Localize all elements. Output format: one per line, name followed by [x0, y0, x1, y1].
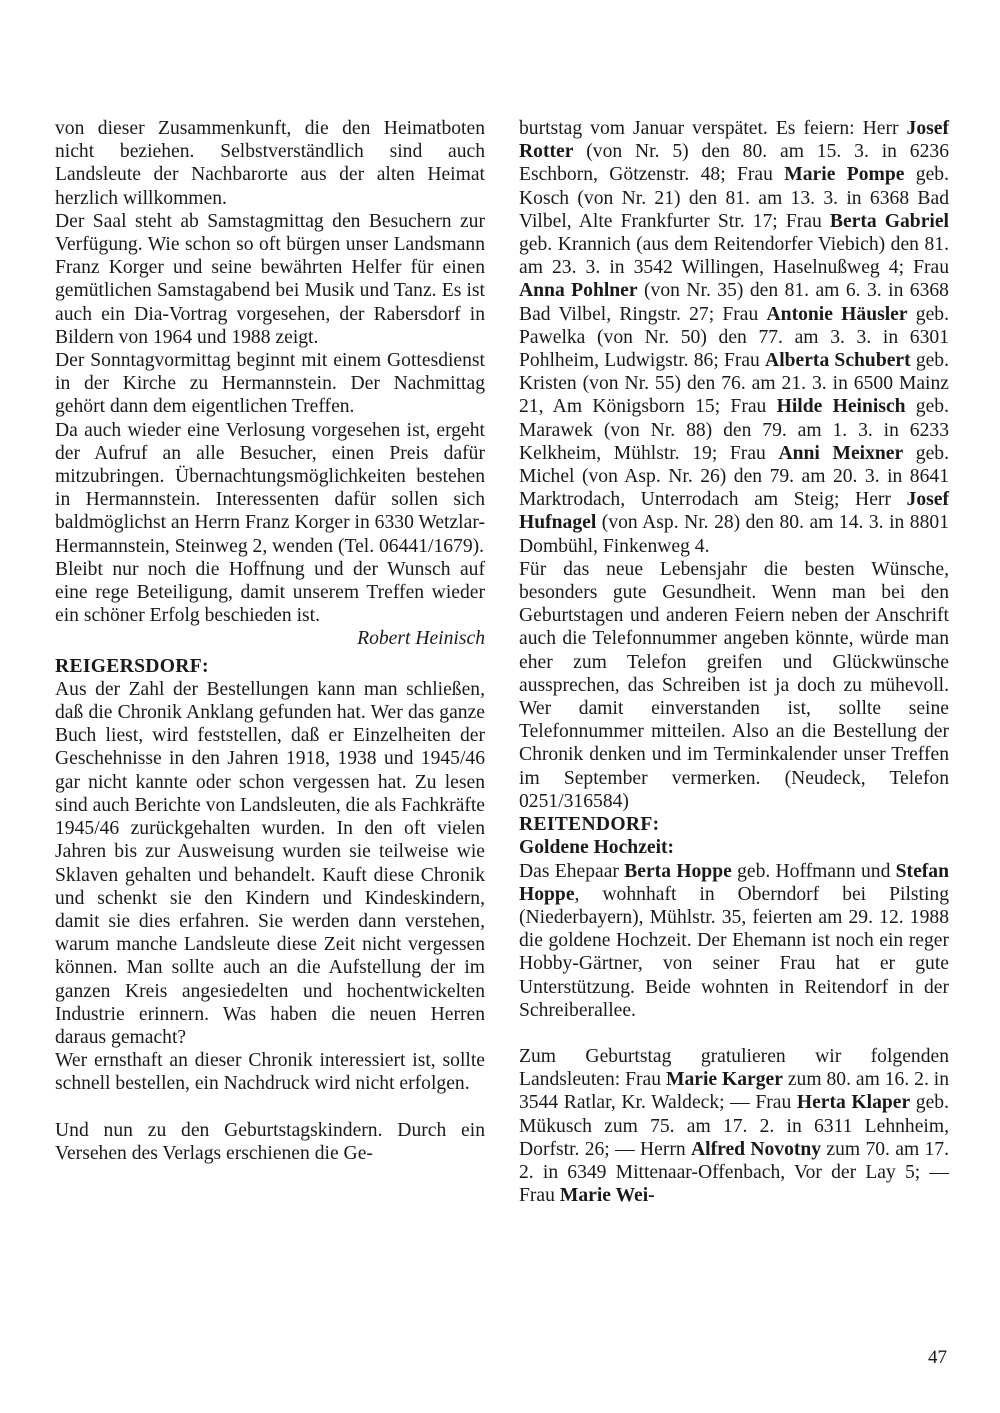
- paragraph-chronicle: Aus der Zahl der Bestellungen kann man schließen, daß die Chronik Anklang gefunden hat. Wer das ganze Buch liest, wird feststellen, daß er Einzelheiten der Geschehnisse in den Jahren 1918, 1938 und 1945/46 gar nicht kannte oder schon vergessen hat. Zu lesen sind auch Berichte von Landsleuten, die als Fachkräfte 1945/46 zurückgehalten wurden. In den oft vielen Jahren bis zur Ausweisung wurden sie teilweise wie Sklaven gehalten und behandelt. Kauft diese Chronik und schenkt sie den Kindern und Kindeskindern, damit sie dies erfahren. Sie werden dann verstehen, warum manche Landsleute diese Zeit nicht vergessen können. Man sollte auch an die Aufstellung der im ganzen Kreis angesiedelten und hochentwickelten Industrie erinnern. Was haben die neuen Herren daraus gemacht?: [55, 678, 485, 1048]
- text-run: geb. Kristen (von Nr. 55) den 76. am 21. 3. in 6500 Mainz 21, Am Königsborn 15; Frau: [519, 350, 950, 418]
- paragraph-hope: Bleibt nur noch die Hoffnung und der Wunsch auf eine rege Beteiligung, damit unserem Treffen wieder ein schöner Erfolg beschieden ist.: [55, 558, 485, 627]
- section-heading-reigersdorf: REIGERSDORF:: [55, 655, 209, 677]
- person-name: Alberta Schubert: [765, 350, 911, 372]
- person-name: Marie Karger: [665, 1069, 783, 1091]
- text-run: zum 70. am 17. 2. in 6349 Mittenaar-Offenbach, Vor der Lay 5; — Frau: [519, 1138, 950, 1207]
- page-number: 47: [928, 1347, 947, 1368]
- paragraph-golden-wedding: [519, 860, 949, 1022]
- text-run: geb. Hoffmann und: [731, 860, 896, 882]
- paragraph-hall: Der Saal steht ab Samstagmittag den Besuchern zur Verfügung. Wie schon so oft bürgen unser Landsmann Franz Korger und seine bewährten Helfer für einen gemütlichen Samstagabend bei Musik und Tanz. Es ist auch ein Dia-Vortrag vorgesehen, der Rabersdorf in Bildern von 1964 und 1988 zeigt.: [55, 210, 485, 348]
- person-name: Antonie Häusler: [766, 303, 908, 325]
- person-name: Berta Gabriel: [829, 210, 949, 232]
- paragraph-order: Wer ernsthaft an dieser Chronik interessiert ist, sollte schnell bestellen, ein Nachdruck wird nicht erfolgen.: [55, 1050, 485, 1095]
- text-run: geb. Marawek (von Nr. 88) den 79. am 1. 3. in 6233 Kelkheim, Mühlstr. 19; Frau: [519, 396, 950, 464]
- text-run: (von Nr. 5) den 80. am 15. 3. in 6236 Eschborn, Götzenstr. 48; Frau: [519, 141, 949, 186]
- paragraph-birthdays-intro: Und nun zu den Geburtstagskindern. Durch ein Versehen des Verlags erschienen die Ge-: [55, 1119, 485, 1164]
- paragraph-birthday-list-2: [519, 1045, 949, 1207]
- person-name: Herta Klaper: [796, 1092, 911, 1114]
- text-run: Zum Geburtstag gratulieren wir folgenden Landsleuten: Frau: [519, 1045, 949, 1091]
- paragraph-meeting-intro: von dieser Zusammenkunft, die den Heimatboten nicht beziehen. Selbstverständlich sind auch Landsleute der Nachbarorte aus der alten Heimat herzlich willkommen.: [55, 118, 485, 209]
- text-run: Das Ehepaar: [519, 860, 625, 882]
- text-run: zum 80. am 16. 2. in 3544 Ratlar, Kr. Waldeck; — Frau: [519, 1069, 949, 1114]
- person-name: Anni Meixner: [778, 442, 904, 464]
- text-run: burtstag vom Januar verspätet. Es feiern: Herr: [519, 118, 907, 139]
- person-name: Marie Pompe: [784, 164, 905, 186]
- paragraph-wishes: Für das neue Lebensjahr die besten Wünsche, besonders gute Gesundheit. Wenn man bei den Geburtstagen und anderen Feiern neben der Anschrift auch die Telefonnummer angeben könnte, würde man eher zum Telefon greifen und Glückwünsche aussprechen, das Schreiben ist ja doch zu mühevoll. Wer damit einverstanden ist, sollte seine Telefonnummer mitteilen. Also an die Bestellung der Chronik denken und im Terminkalender unser Treffen im September vermerken. (Neudeck, Telefon 0251/316584): [519, 558, 949, 812]
- person-name: Stefan Hoppe: [519, 860, 949, 905]
- paragraph-sunday: Der Sonntagvormittag beginnt mit einem Gottesdienst in der Kirche zu Hermannstein. Der Nachmittag gehört dann dem eigentlichen Treffen.: [55, 350, 485, 418]
- left-column: [55, 117, 485, 1165]
- person-name: Berta Hoppe: [624, 860, 732, 882]
- person-name: Hilde Heinisch: [776, 396, 906, 418]
- person-name: Alfred Novotny: [690, 1138, 822, 1160]
- subheading-golden-wedding: Goldene Hochzeit:: [519, 837, 675, 859]
- text-run: geb. Pawelka (von Nr. 50) den 77. am 3. 3. in 6301 Pohlheim, Ludwigstr. 86; Frau: [519, 303, 949, 372]
- text-run: geb. Michel (von Asp. Nr. 26) den 79. am 20. 3. in 8641 Marktrodach, Unterrodach am Steig; Herr: [519, 442, 949, 511]
- paragraph-raffle: Da auch wieder eine Verlosung vorgesehen ist, ergeht der Aufruf an alle Besucher, einen Preis dafür mitzubringen. Übernachtungsmöglichkeiten bestehen in Hermannstein. Interessenten dafür sollen sich baldmöglichst an Herrn Franz Korger in 6330 Wetzlar-Hermannstein, Steinweg 2, wenden (Tel. 06441/1679).: [55, 419, 485, 557]
- text-run: (von Nr. 35) den 81. am 6. 3. in 6368 Bad Vilbel, Ringstr. 27; Frau: [519, 280, 949, 325]
- text-run: , wohnhaft in Oberndorf bei Pilsting (Niederbayern), Mühlstr. 35, feierten am 29. 12. 1988 die goldene Hochzeit. Der Ehemann ist noch ein reger Hobby-Gärtner, von seiner Frau hat er gute Unterstützung. Beide wohnten in Reitendorf in der Schreiberallee.: [519, 883, 949, 1021]
- person-name: Marie Wei-: [559, 1185, 655, 1207]
- text-run: geb. Mükusch zum 75. am 17. 2. in 6311 Lehnheim, Dorfstr. 26; — Herrn: [519, 1092, 949, 1160]
- text-run: geb. Kosch (von Nr. 21) den 81. am 13. 3. in 6368 Bad Vilbel, Alte Frankfurter Str. 17; Frau: [519, 164, 949, 232]
- paragraph-birthday-list: [519, 117, 949, 558]
- author-signature: Robert Heinisch: [357, 628, 485, 650]
- text-run: geb. Krannich (aus dem Reitendorfer Viebich) den 81. am 23. 3. in 3542 Willingen, Haselnußweg 4; Frau: [519, 234, 949, 279]
- person-name: Anna Pohlner: [519, 280, 638, 302]
- person-name: Josef Hufnagel: [519, 489, 949, 534]
- section-heading-reitendorf: REITENDORF:: [519, 814, 660, 836]
- text-run: (von Asp. Nr. 28) den 80. am 14. 3. in 8801 Dombühl, Finkenweg 4.: [519, 512, 949, 557]
- right-column: [519, 117, 949, 1207]
- person-name: Josef Rotter: [519, 118, 949, 163]
